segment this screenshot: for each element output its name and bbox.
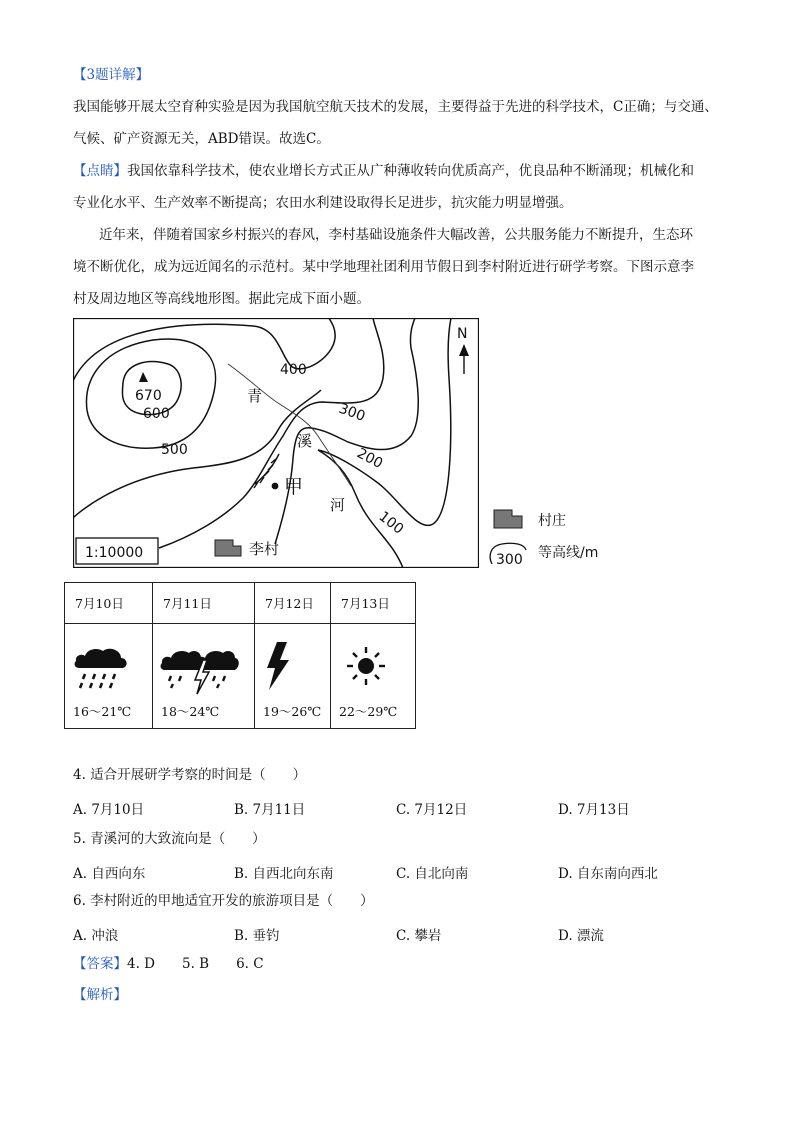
weather-cell — [331, 624, 416, 729]
village-label: 李村 — [249, 540, 280, 558]
contour-map — [73, 318, 479, 568]
q4-option-d: D. 7月13日 — [558, 802, 630, 818]
weather-date: 7月10日 — [65, 583, 153, 624]
q4-option-c: C. 7月12日 — [396, 802, 468, 818]
weather-temp: 16～21℃ — [73, 704, 132, 719]
legend-contour-label: 等高线/m — [538, 545, 599, 561]
tip-line-2: 专业化水平、生产效率不断提高；农田水利建设取得长足进步，抗灾能力明显增强。 — [73, 195, 573, 211]
river-label-he: 河 — [330, 496, 346, 514]
weather-cell — [65, 624, 153, 729]
scale-label: 1:10000 — [85, 545, 144, 561]
label-400: 400 — [280, 362, 307, 378]
legend-contour-icon — [486, 538, 532, 568]
map-frame — [74, 319, 479, 568]
lightning-icon — [255, 636, 320, 696]
tip-text-1: 我国依靠科学技术，使农业增长方式正从广种薄收转向优质高产，优良品种不断涌现；机械化和 — [127, 163, 694, 179]
weather-temp: 18～24℃ — [161, 704, 220, 719]
q5-option-b: B. 自西北向东南 — [234, 866, 334, 882]
point-jia-label: 甲 — [284, 476, 304, 498]
label-600: 600 — [143, 406, 170, 422]
label-300: 300 — [336, 400, 368, 425]
answer-text: 4. D 5. B 6. C — [127, 956, 264, 972]
tip-tag: 【点睛】 — [73, 163, 127, 179]
point-jia-marker — [272, 483, 279, 490]
section-3-text-line-1: 我国能够开展太空育种实验是因为我国航空航天技术的发展，主要得益于先进的科学技术，C正确；与交通、 — [73, 99, 718, 115]
answer-line — [73, 955, 264, 973]
river-label-xi: 溪 — [297, 432, 313, 450]
weather-date: 7月12日 — [255, 583, 331, 624]
question-5-stem: 5. 青溪河的大致流向是（ ） — [73, 831, 266, 847]
q6-option-b: B. 垂钓 — [234, 928, 280, 944]
weather-cell — [255, 624, 331, 729]
weather-temp: 19～26℃ — [263, 704, 322, 719]
label-100: 100 — [375, 508, 407, 538]
thunderstorm-icon — [153, 636, 244, 696]
section-3-title: 【3题详解】 — [73, 67, 150, 83]
passage-line-1: 近年来，伴随着国家乡村振兴的春风，李村基础设施条件大幅改善，公共服务能力不断提升，生态环 — [99, 227, 693, 243]
passage-line-2: 境不断优化，成为远近闻名的示范村。某中学地理社团利用节假日到李村附近进行研学考察。下图示意李 — [73, 259, 694, 275]
q6-option-d: D. 漂流 — [558, 928, 604, 944]
question-4-stem: 4. 适合开展研学考察的时间是（ ） — [73, 767, 307, 783]
section-3-text-line-2: 气候、矿产资源无关，ABD错误。故选C。 — [73, 131, 330, 147]
q5-option-a: A. 自西向东 — [73, 866, 146, 882]
label-200: 200 — [354, 445, 386, 473]
q6-option-c: C. 攀岩 — [396, 928, 442, 944]
peak-elevation: 670 — [135, 388, 162, 404]
weather-temp: 22～29℃ — [339, 704, 398, 719]
sunny-icon — [331, 636, 405, 696]
passage-line-3: 村及周边地区等高线地形图。据此完成下面小题。 — [73, 291, 370, 307]
weather-date: 7月11日 — [153, 583, 255, 624]
weather-table — [64, 582, 416, 729]
label-500: 500 — [161, 442, 188, 458]
legend-contour-value: 300 — [496, 552, 523, 568]
weather-date-row — [65, 583, 416, 624]
heavy-rain-icon — [65, 636, 142, 696]
question-6-stem: 6. 李村附近的甲地适宜开发的旅游项目是（ ） — [73, 893, 374, 909]
legend-village-icon — [492, 508, 528, 532]
weather-icon-row — [65, 624, 416, 729]
q5-option-c: C. 自北向南 — [396, 866, 469, 882]
answer-tag: 【答案】 — [73, 956, 127, 972]
tip-line-1 — [73, 162, 694, 180]
legend-village-label: 村庄 — [538, 513, 566, 529]
river-label-qing: 青 — [247, 387, 263, 405]
weather-date: 7月13日 — [331, 583, 416, 624]
analysis-tag: 【解析】 — [73, 987, 127, 1003]
q4-option-a: A. 7月10日 — [73, 802, 145, 818]
q5-option-d: D. 自东南向西北 — [558, 866, 658, 882]
north-label: N — [457, 326, 468, 342]
q6-option-a: A. 冲浪 — [73, 928, 119, 944]
q4-option-b: B. 7月11日 — [234, 802, 306, 818]
weather-cell — [153, 624, 255, 729]
